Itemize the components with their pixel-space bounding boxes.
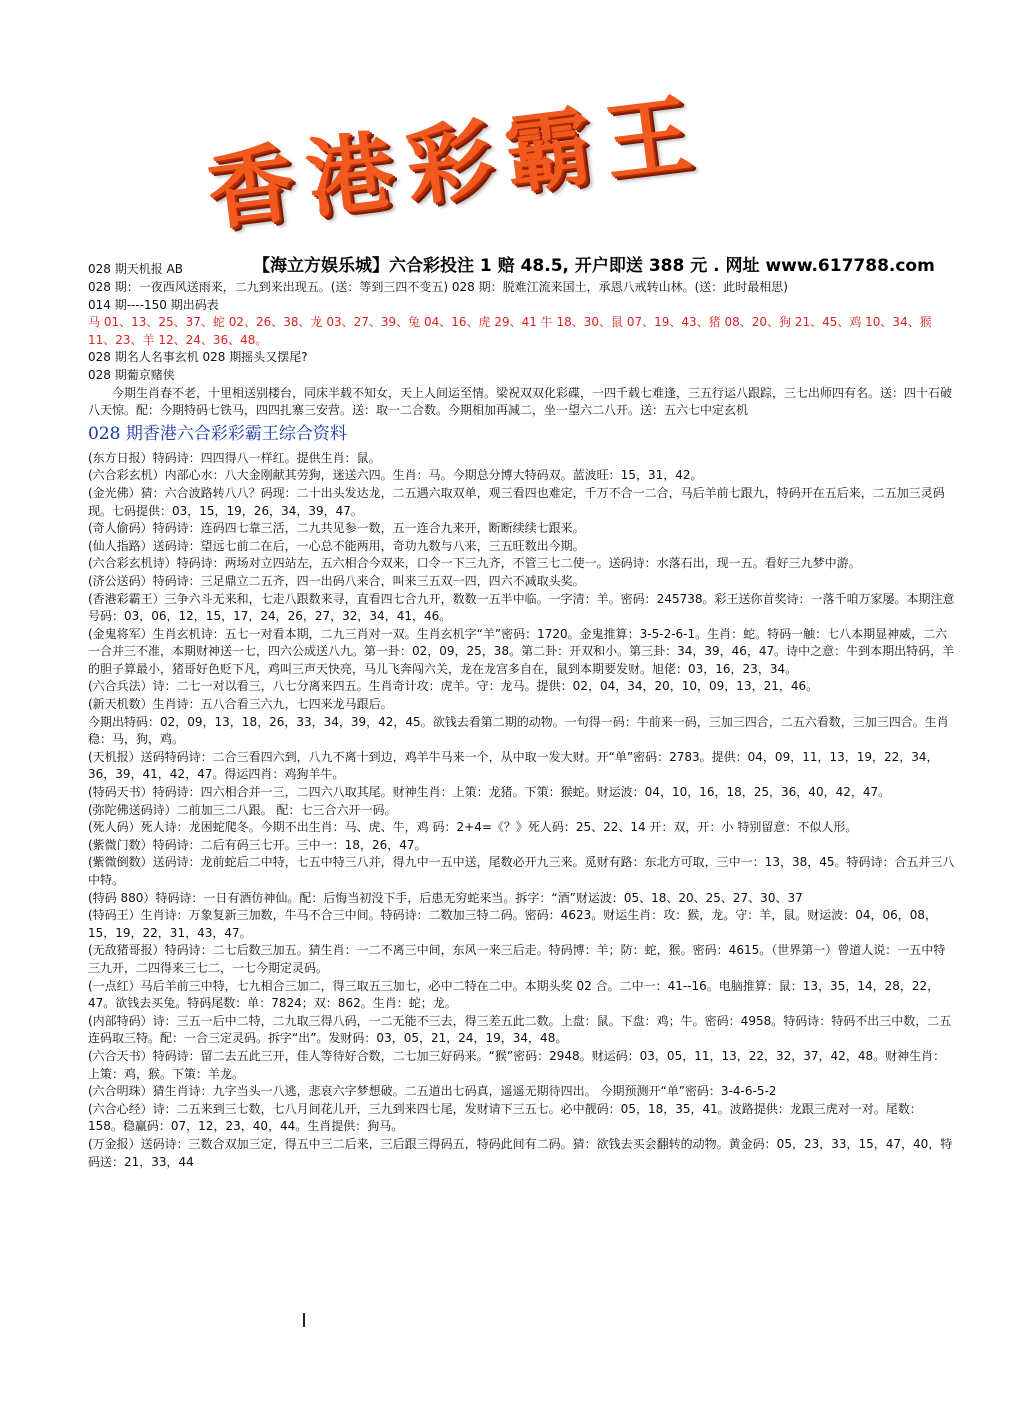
brand-logo: 香港彩霸王 — [201, 81, 711, 244]
intro-line: 028 期：一夜西风送雨来，二九到来出现五。(送：等到三四不变五) 028 期：脱难江流来国土，承恩八戒转山林。(送：此时最相思) — [88, 280, 788, 294]
entry-paragraph: (一点红）马后羊前三中特，七九相合三加二，得三取五三加七，必中二特在二中。本期头奖 02 合。二中一：41--16。电脑推算：鼠：13，35，14，28，22，47。欲钱去买兔。特码尾数：单：7824；双：862。生肖：蛇；龙。 — [88, 978, 940, 1011]
table-caption: 014 期----150 期出码表 — [88, 297, 219, 312]
entry-paragraph: (香港彩霸王）三争六斗无来和，七走八跟数来寻，直看四七合九开，数数一五半中临。一字清：羊。密码：245738。彩王送你首奖诗：一落千咱万家屡。本期注意号码：03，06，12，15，17，24，26，27，32，34，41，46。 — [88, 591, 955, 624]
author-line: 028 期葡京赌侠 — [88, 367, 175, 382]
document-body — [88, 279, 956, 1171]
entry-paragraph: (死人码）死人诗：龙困蛇爬冬。今期不出生肖：马、虎、牛，鸡 码：2+4=《？》死人码：25、22、14 开：双，开：小 特别留意：不似人形。 — [88, 820, 858, 835]
entry-paragraph: (六合彩玄机诗）特码诗：两场对立四站左，五六相合今双来，口令一下三九齐，不管三七二使一。送码诗：水落石出，现一五。看好三九梦中游。 — [88, 556, 861, 571]
entry-paragraph: (紫微门数）特码诗：二后有码三七开。三中一：18，26，47。 — [88, 837, 427, 852]
entry-paragraph: (万金报）送码诗：三数合双加三定，得五中三二后来，三后跟三得码五，特码此间有二码。猜：欲钱去买会翻转的动物。黄金码：05，23，33，15，47，40，特码送：21，33，44 — [88, 1136, 953, 1169]
entry-paragraph: (弥陀佛送码诗）二前加三二八跟。 配：七三合六开一码。 — [88, 802, 397, 817]
entries-list — [88, 450, 956, 1171]
entry-paragraph: (内部特码）诗：三五一后中二特，二九取三得八码，一二无能不三去，得三差五此二数。上盘：鼠。下盘：鸡；牛。密码：4958。特码诗：特码不出三中数，二五连码取三特。配：一合三定灵码。拆字“出”。发财码：03，05，21，24，19，34，48。 — [88, 1013, 952, 1046]
entry-paragraph: (特码 880）特码诗：一日有酒仿神仙。配：后悔当初没下手，后患无穷蛇来当。拆字：“酒”财运波：05、18、20、25、27、30、37 — [88, 890, 803, 905]
entry-paragraph: (六合心经）诗：二五来到三七数，七八月间花儿开，三九到来四七尾，发财请下三五七。必中靓码：05，18，35，41。波路提供：龙跟三虎对一对。尾数：158。稳赢码：07，12，23，40，44。生肖提供：狗马。 — [88, 1101, 922, 1134]
entry-paragraph: (金光佛）猜：六合波路转八八？码现：二十出头发达龙，二五遇六取双单，观三看四也难定，千万不合一二合，马后羊前七跟九，特码开在五后来，二五加三灵码现。七码提供：03，15，19，26，34，39，47。 — [88, 485, 945, 518]
ad-banner-link[interactable]: 【海立方娱乐城】六合彩投注 1 赔 48.5, 开户即送 388 元 . 网址 www.617788.com — [253, 256, 935, 276]
famous-person-riddle: 028 期名人名事玄机 028 期摇头又摆尾? — [88, 350, 308, 365]
entry-paragraph: (天机报）送码特码诗：二合三看四六到，八九不离十到边，鸡羊牛马来一个，从中取一发大财。开“单”密码：2783。提供：04，09，11，13，19，22，34，36，39，41，42，47。得运四肖：鸡狗羊牛。 — [88, 749, 939, 782]
issue-label: 028 期天机报 AB — [88, 262, 183, 276]
entry-paragraph: (紫微倒数）送码诗：龙前蛇后二中特，七五中特三八并，得九中一五中送，尾数必开九三来。觅财有路：东北方可取，三中一：13，38，45。特码诗：合五并三八中特。 — [88, 855, 955, 887]
entry-paragraph: (特码王）生肖诗：万象复新三加数，牛马不合三中间。特码诗：二数加三特二码。密码：4623。财运生肖：攻：猴，龙。守：羊，鼠。财运波：04，06，08，15，19，22，31，43，47。 — [88, 908, 938, 940]
entry-paragraph: (六合兵法）诗：二七一对以看三，八七分离来四五。生肖奇计攻：虎羊。守：龙马。提供：02，04，34，20，10，09，13，21，46。 — [88, 679, 819, 694]
entry-paragraph: (东方日报）特码诗：四四得八一样红。提供生肖：鼠。 — [88, 450, 381, 465]
poem-paragraph: 今期生肖春不老，十里相送别楼台，同床半载不知女，天上人间运至情。梁祝双双化彩碟，一四千载七难逢，三五行运八跟踪，三七出师四有名。送：四十石破八天惊。配：今期特码七铁马，四四扎寨三安营。送：取一二合数。今期相加再减二，坐一望六二八开。送：五六七中定玄机 — [88, 385, 953, 418]
entry-paragraph: (无敌猪哥报）特码诗：二七后数三加五。猜生肖：一二不离三中间，东风一来三后走。特码博：羊；防：蛇，猴。密码：4615。（世界第一）曾道人说：一五中特三九开，二四得来三七二，一七今期定灵码。 — [88, 943, 946, 975]
page-mark — [303, 1313, 305, 1327]
entry-paragraph: (六合彩玄机）内部心水：八大金刚献其劳狗，迷送六四。生肖：马。今期总分博大特码双。蓝波旺：15，31，42。 — [88, 468, 703, 483]
entry-paragraph: (新天机数）生肖诗：五八合看三六九，七四来龙马跟后。 — [88, 697, 393, 712]
entry-paragraph: (奇人偷码）特码诗：连码四七靠三活，二九共见参一数，五一连合九来开，断断续续七跟来。 — [88, 521, 585, 536]
entry-paragraph: (六合明珠）猜生肖诗：九字当头一八逃，悲哀六字梦想破。二五道出七码真，遥遥无期待四出。 今期预测开“单”密码：3-4-6-5-2 — [88, 1084, 777, 1099]
entry-paragraph: 今期出特码：02，09，13，18，26，33，34，39，42，45。欲钱去看第二期的动物。一句得一码：牛前来一码，三加三四合，二五六看数，三加三四合。生肖稳：马，狗，鸡。 — [88, 714, 949, 747]
entry-paragraph: (六合天书）特码诗：留二去五此三开，佳人等待好合数，二七加三好码来。“猴”密码：2948。财运码：03，05，11，13，22，32，37，42，48。财神生肖：上策：鸡，猴。下策：羊龙。 — [88, 1048, 946, 1081]
zodiac-number-table: 马 01、13、25、37、蛇 02、26、38、龙 03、27、39、兔 04、16、虎 29、41 牛 18、30、鼠 07、19、43、猪 08、20、狗 21、45、鸡 10、34、猴 11、23、羊 12、24、36、48。 — [88, 315, 932, 347]
section-title: 028 期香港六合彩彩霸王综合资料 — [88, 423, 347, 444]
entry-paragraph: (金鬼将军）生肖玄机诗：五七一对看本期，二九三肖对一双。生肖玄机字“羊”密码：1720。金鬼推算：3-5-2-6-1。生肖：蛇。特码一触：七八本期显神威，二六一合并三不准，本期财神送一七，四六公成送八九。第一卦：02，09，25，38。第二卦：开双和小。第三卦：34，39，46，47。诗中之意：牛到本期出特码，羊的胆子算最小，猪哥好色贬下凡，鸡叫三声天快亮，马儿飞奔闯六关，龙在龙宫多自在，鼠到本期要发财。旭佬：03，16，23，34。 — [88, 626, 955, 676]
entry-paragraph: (济公送码）特码诗：三足鼎立二五齐，四一出码八来合，叫来三五双一四，四六不减取头奖。 — [88, 573, 585, 588]
entry-paragraph: (特码天书）特码诗：四六相合并一三，二四六八取其尾。财神生肖：上策：龙猪。下策：猴蛇。财运波：04，10，16，18，25，36，40，42，47。 — [88, 785, 891, 800]
entry-paragraph: (仙人指路）送码诗：望远七前二在后，一心总不能两用，奇功九数与八来，三五旺数出今期。 — [88, 538, 585, 553]
header-row — [88, 258, 1018, 278]
